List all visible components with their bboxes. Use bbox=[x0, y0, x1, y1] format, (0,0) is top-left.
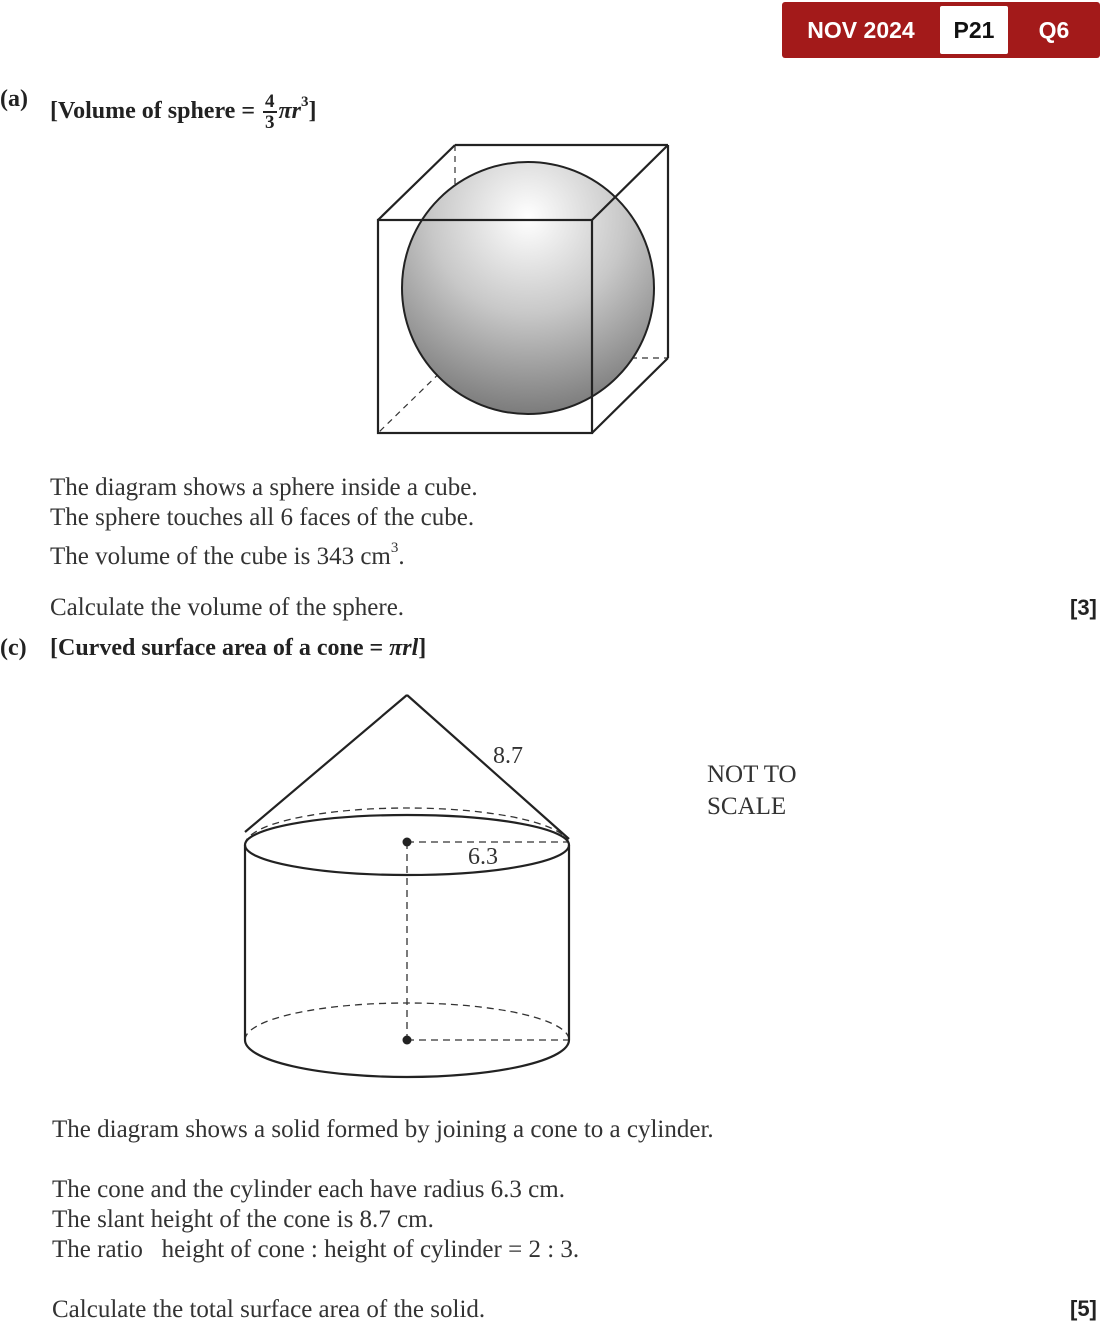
formula-pi: π bbox=[278, 98, 292, 124]
cube-volume-end: . bbox=[398, 543, 405, 570]
fraction-four-thirds bbox=[263, 92, 277, 132]
slant-height-label: 8.7 bbox=[493, 743, 523, 769]
cube-volume-text: The volume of the cube is 343 cm bbox=[50, 543, 391, 570]
formula-suffix: ] bbox=[308, 98, 317, 124]
part-c-label: (c) bbox=[0, 635, 27, 661]
paper-label: P21 bbox=[940, 6, 1008, 54]
question-badge bbox=[782, 2, 1100, 58]
question-label: Q6 bbox=[1038, 17, 1070, 43]
formula-r: r bbox=[291, 98, 301, 124]
part-a-instruction: Calculate the volume of the sphere. bbox=[50, 594, 405, 621]
cone-formula-variables: πrl bbox=[389, 635, 419, 661]
cone-cylinder-diagram bbox=[235, 685, 585, 1085]
formula-prefix: [Volume of sphere = bbox=[50, 98, 256, 124]
part-c-statement-2: The slant height of the cone is 8.7 cm. bbox=[52, 1206, 434, 1233]
sphere-in-cube-diagram bbox=[370, 140, 680, 440]
part-a-cube-volume bbox=[50, 533, 405, 572]
part-a-label: (a) bbox=[0, 86, 28, 112]
cone-formula-suffix: ] bbox=[418, 635, 427, 661]
part-c-statement-1: The cone and the cylinder each have radius 6.3 cm. bbox=[52, 1176, 565, 1203]
part-a-statement-2: The sphere touches all 6 faces of the cube. bbox=[50, 504, 475, 531]
fraction-numerator: 4 bbox=[265, 91, 275, 113]
part-c-statement-3: The ratio height of cone : height of cylinder = 2 : 3. bbox=[52, 1236, 580, 1263]
not-to-scale-line-2: SCALE bbox=[707, 793, 787, 820]
cube-volume-exponent: 3 bbox=[390, 540, 399, 556]
part-a-statement-1: The diagram shows a sphere inside a cube. bbox=[50, 474, 478, 501]
fraction-denominator: 3 bbox=[265, 112, 275, 134]
session-label: NOV 2024 bbox=[807, 17, 915, 43]
not-to-scale-line-1: NOT TO bbox=[707, 761, 797, 788]
part-a-formula bbox=[50, 80, 317, 134]
top-centre-point bbox=[403, 838, 412, 847]
sphere bbox=[402, 162, 654, 414]
formula-exponent: 3 bbox=[300, 94, 309, 110]
cone-formula-prefix: [Curved surface area of a cone = bbox=[50, 635, 384, 661]
part-c-marks: [5] bbox=[1070, 1296, 1097, 1321]
bottom-centre-point bbox=[403, 1036, 412, 1045]
part-a-marks: [3] bbox=[1070, 595, 1097, 620]
radius-label: 6.3 bbox=[468, 844, 498, 870]
part-c-intro: The diagram shows a solid formed by joining a cone to a cylinder. bbox=[52, 1116, 714, 1143]
part-c-instruction: Calculate the total surface area of the solid. bbox=[52, 1296, 486, 1323]
part-c-formula bbox=[50, 635, 426, 662]
